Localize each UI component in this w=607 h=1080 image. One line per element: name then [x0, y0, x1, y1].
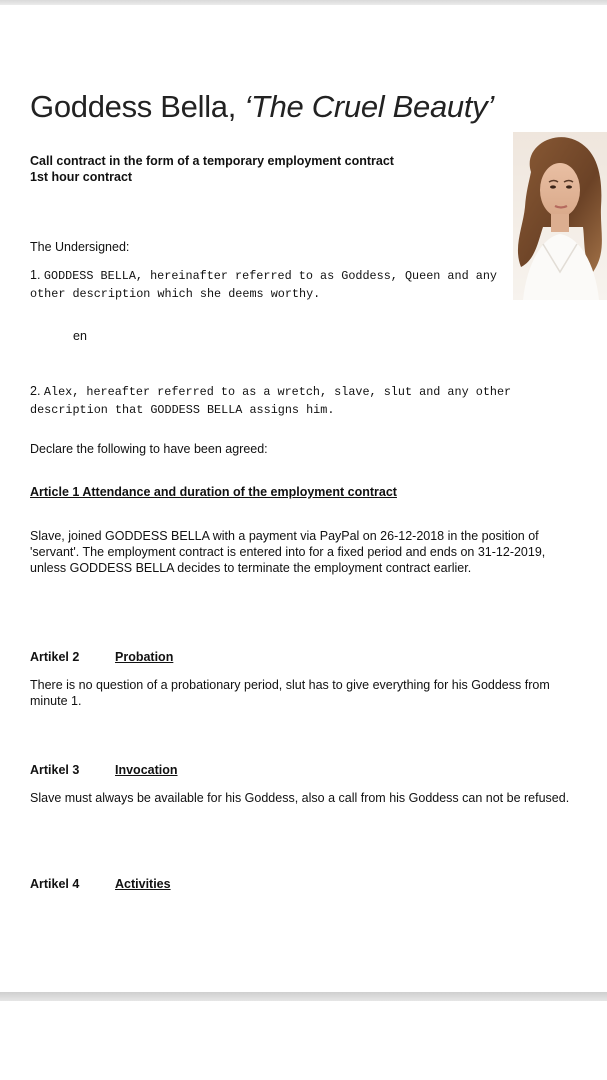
party-1: [30, 266, 510, 302]
conjunction-en: en: [73, 329, 87, 343]
party-1-text: GODDESS BELLA, hereinafter referred to as Goddess, Queen and any other description which she deems worthy.: [30, 269, 497, 301]
article-2-title: Probation: [115, 650, 174, 664]
party-2: [30, 382, 590, 418]
article-2-heading: [30, 650, 173, 664]
party-2-number: 2.: [30, 384, 44, 398]
portrait-photo: [513, 132, 607, 300]
article-4-number: Artikel 4: [30, 877, 80, 891]
subtitle-line-1: Call contract in the form of a temporary employment contract: [30, 154, 394, 168]
article-1-heading: Article 1 Attendance and duration of the employment contract: [30, 485, 397, 499]
bottom-page-separator: [0, 992, 607, 1001]
portrait-image: [513, 132, 607, 300]
contract-subtitle: [30, 153, 394, 185]
article-3-title: Invocation: [115, 763, 178, 777]
article-4-title: Activities: [115, 877, 171, 891]
declaration-text: Declare the following to have been agreed:: [30, 442, 268, 456]
article-3-text: Slave must always be available for his Goddess, also a call from his Goddess can not be refused.: [30, 791, 570, 805]
title-italic: ‘The Cruel Beauty’: [244, 89, 494, 124]
subtitle-line-2: 1st hour contract: [30, 170, 133, 184]
article-4-heading: [30, 877, 171, 891]
page-title: [30, 89, 494, 125]
article-2-text: There is no question of a probationary period, slut has to give everything for his Goddess from minute 1.: [30, 678, 550, 708]
article-2-number: Artikel 2: [30, 650, 80, 664]
document-page[interactable]: [0, 5, 607, 992]
party-1-number: 1.: [30, 268, 44, 282]
article-3-number: Artikel 3: [30, 763, 80, 777]
article-1-text: Slave, joined GODDESS BELLA with a payment via PayPal on 26-12-2018 in the position of 'servant'. The employment contract is entered into for a fixed period and ends on 31-12-2019, unless GODDESS BELLA decides to terminate the employment contract earlier.: [30, 529, 546, 575]
party-2-text: Alex, hereafter referred to as a wretch, slave, slut and any other description that GODDESS BELLA assigns him.: [30, 385, 512, 417]
article-3-heading: [30, 763, 178, 777]
title-main: Goddess Bella,: [30, 89, 245, 124]
undersigned-label: The Undersigned:: [30, 240, 130, 254]
